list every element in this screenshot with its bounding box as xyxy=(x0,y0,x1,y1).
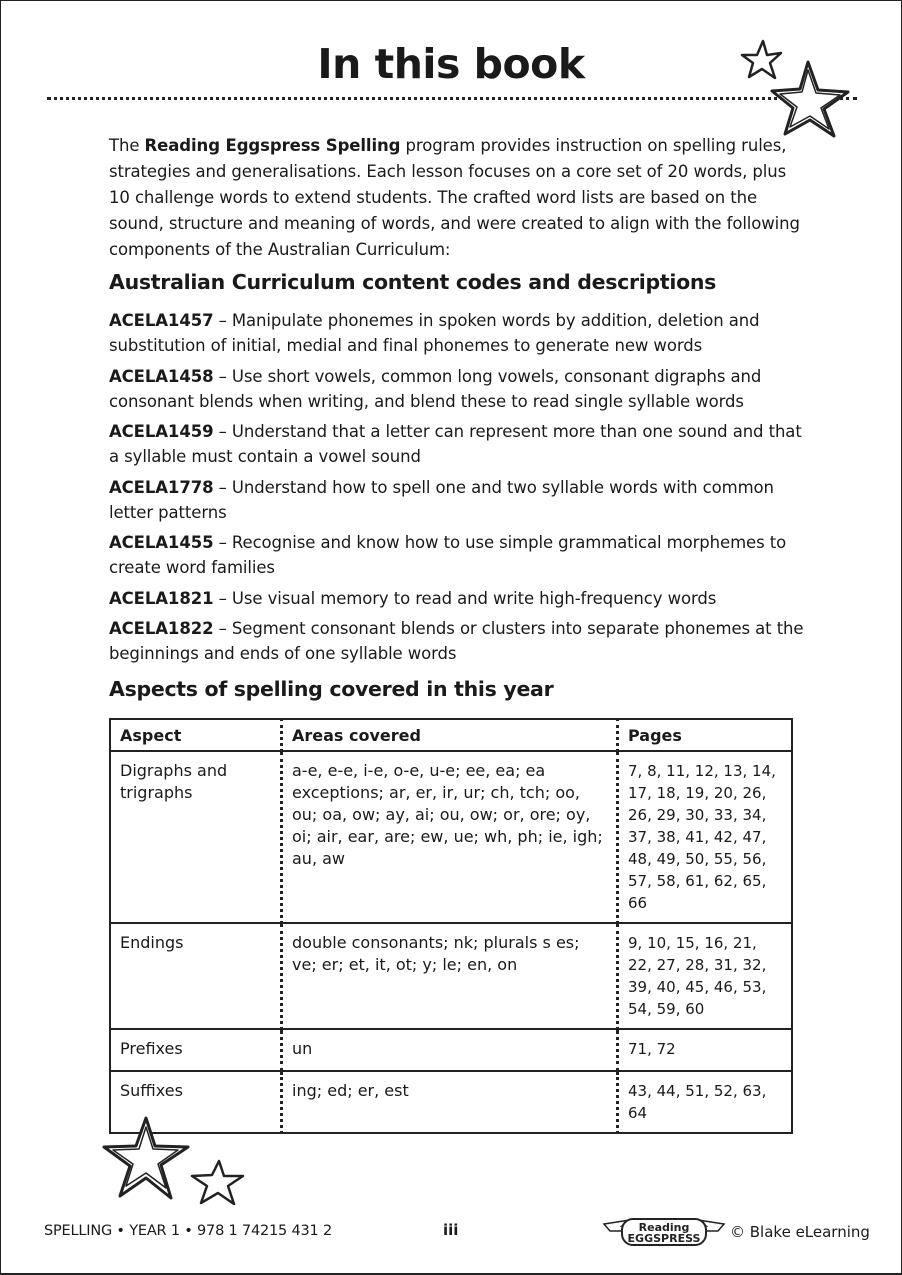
aspects-table xyxy=(109,718,793,1134)
table-row xyxy=(110,1071,792,1133)
code-description: – Understand how to spell one and two syllable words with common letter patterns xyxy=(109,477,774,522)
code-item xyxy=(109,364,809,414)
page-number: iii xyxy=(443,1221,459,1239)
title-dotted-rule xyxy=(47,97,857,100)
code-description: – Understand that a letter can represent more than one sound and that a syllable must contain a vowel sound xyxy=(109,422,802,466)
code-description: – Segment consonant blends or clusters into separate phonemes at the beginnings and ends of one syllable words xyxy=(109,619,804,663)
curriculum-heading: Australian Curriculum content codes and descriptions xyxy=(109,270,717,294)
table-header-row xyxy=(110,719,792,751)
cell-aspect: Suffixes xyxy=(110,1071,282,1133)
code-item xyxy=(109,475,809,525)
code-label: ACELA1822 xyxy=(109,619,214,638)
cell-aspect: Prefixes xyxy=(110,1029,282,1071)
code-item xyxy=(109,419,809,469)
reading-eggspress-logo xyxy=(600,1214,728,1250)
intro-body: program provides instruction on spelling rules, strategies and generalisations. Each lesson focuses on a core set of 20 words, plus 10 challenge words to extend students. The crafted word lists are based on the sound, structure and meaning of words, and were created to align with the following components of the Australian Curriculum: xyxy=(109,136,800,259)
cell-pages: 71, 72 xyxy=(618,1029,793,1071)
cell-areas: a-e, e-e, i-e, o-e, u-e; ee, ea; ea exceptions; ar, er, ir, ur; ch, tch; oo, ou; oa, ow; ay, ai; ou, ow; or, ore; oy, oi; air, ear, are; ew, ue; wh, ph; ie, igh; au, aw xyxy=(282,751,618,923)
page-title: In this book xyxy=(317,40,585,88)
intro-prefix: The xyxy=(109,136,145,155)
code-item xyxy=(109,616,809,666)
cell-pages: 7, 8, 11, 12, 13, 14, 17, 18, 19, 20, 26, 26, 29, 30, 33, 34, 37, 38, 41, 42, 47, 48, 49, 50, 55, 56, 57, 58, 61, 62, 65, 66 xyxy=(618,751,793,923)
footer-book-info: SPELLING • YEAR 1 • 978 1 74215 431 2 xyxy=(44,1223,332,1239)
code-description: – Recognise and know how to use simple grammatical morphemes to create word families xyxy=(109,533,787,577)
aspects-heading: Aspects of spelling covered in this year xyxy=(109,677,554,701)
small-star-icon xyxy=(188,1158,246,1208)
code-label: ACELA1778 xyxy=(109,477,214,497)
code-description: – Manipulate phonemes in spoken words by addition, deletion and substitution of initial, medial and final phonemes to generate new words xyxy=(109,311,760,355)
program-name: Reading Eggspress Spelling xyxy=(144,136,401,155)
cell-areas: ing; ed; er, est xyxy=(282,1071,618,1133)
table-row xyxy=(110,751,792,923)
code-label: ACELA1457 xyxy=(109,311,214,330)
large-star-icon xyxy=(100,1114,192,1202)
code-item xyxy=(109,530,809,580)
table-row xyxy=(110,1029,792,1071)
code-label: ACELA1458 xyxy=(109,366,214,386)
curriculum-code-list xyxy=(109,308,809,672)
cell-pages: 43, 44, 51, 52, 63, 64 xyxy=(618,1071,793,1133)
logo-line-1: Reading xyxy=(638,1221,690,1234)
code-label: ACELA1455 xyxy=(109,533,214,552)
header-pages: Pages xyxy=(618,719,793,751)
header-aspect: Aspect xyxy=(110,719,282,751)
cell-aspect: Endings xyxy=(110,923,282,1029)
logo-line-2: EGGSPRESS xyxy=(627,1232,701,1245)
code-description: – Use short vowels, common long vowels, consonant digraphs and consonant blends when writing, and blend these to read single syllable words xyxy=(109,366,762,411)
cell-aspect: Digraphs and trigraphs xyxy=(110,751,282,923)
code-description: – Use visual memory to read and write high-frequency words xyxy=(213,588,717,608)
code-item xyxy=(109,308,809,358)
cell-areas: double consonants; nk; plurals s es; ve; er; et, it, ot; y; le; en, on xyxy=(282,923,618,1029)
code-item xyxy=(109,586,809,611)
code-label: ACELA1459 xyxy=(109,422,214,441)
large-star-icon xyxy=(768,58,854,140)
header-areas: Areas covered xyxy=(282,719,618,751)
cell-pages: 9, 10, 15, 16, 21, 22, 27, 28, 31, 32, 39, 40, 45, 46, 53, 54, 59, 60 xyxy=(618,923,793,1029)
copyright: © Blake eLearning xyxy=(730,1223,870,1241)
table-row xyxy=(110,923,792,1029)
cell-areas: un xyxy=(282,1029,618,1071)
code-label: ACELA1821 xyxy=(109,588,214,608)
intro-paragraph xyxy=(109,133,809,263)
